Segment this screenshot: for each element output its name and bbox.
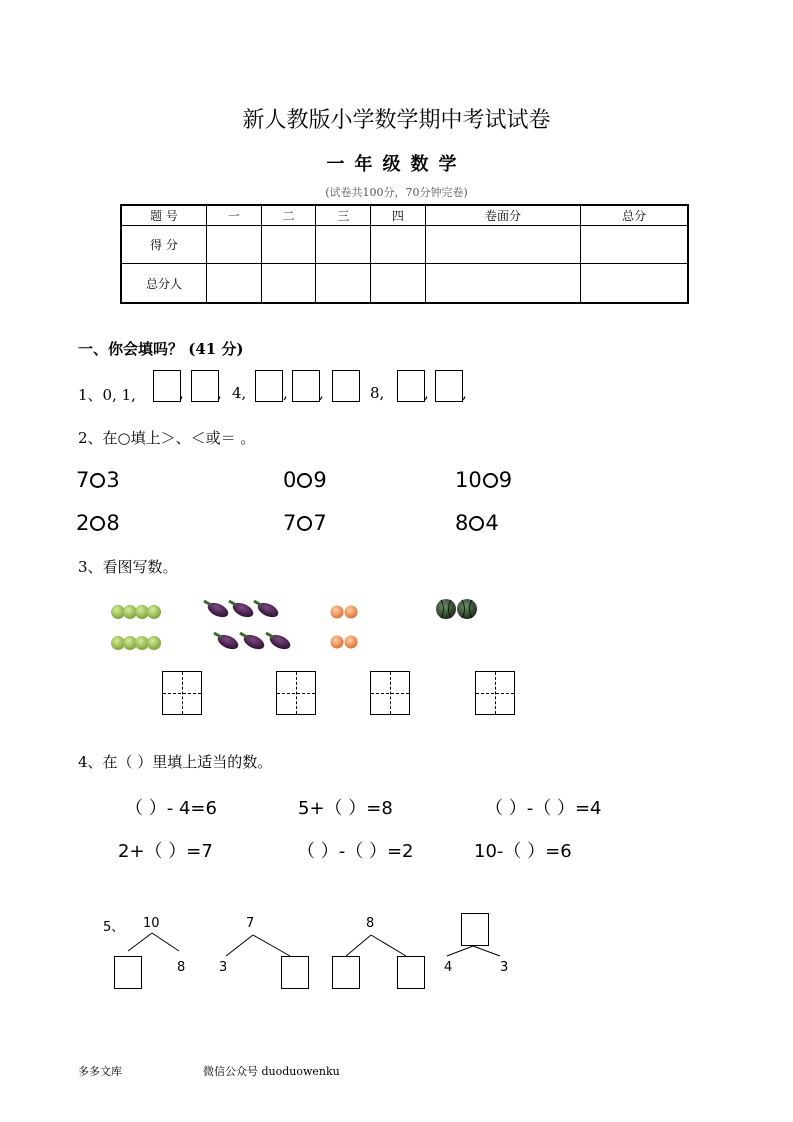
equation: 5+（ ）=8 <box>298 798 393 819</box>
answer-box[interactable] <box>461 913 489 946</box>
q1-comma: , <box>424 384 429 402</box>
score-head-1: 一 <box>207 205 262 226</box>
answer-box[interactable] <box>281 956 309 989</box>
page-title: 新人教版小学数学期中考试试卷 <box>242 108 551 133</box>
score-head-paper: 卷面分 <box>425 205 581 226</box>
score-head-total: 总分 <box>581 205 688 226</box>
q1-comma: , <box>179 384 184 402</box>
score-row-label: 得 分 <box>121 226 207 264</box>
compare-item: 7 3 <box>76 468 120 492</box>
bond-top: 10 <box>143 916 160 931</box>
q1-comma: , <box>217 384 222 402</box>
page-subtitle: 一年级数学 <box>326 154 467 175</box>
equation: （ ）- 4=6 <box>125 798 217 819</box>
q3-text: 3、看图写数。 <box>78 558 178 576</box>
answer-box[interactable] <box>114 956 142 989</box>
bond-part: 3 <box>500 960 509 975</box>
q1-comma: , <box>319 384 324 402</box>
q1-number: 4, <box>232 384 247 402</box>
footer-wechat: 微信公众号 duoduowenku <box>203 1065 340 1078</box>
q1-comma: , <box>462 384 467 402</box>
score-head-3: 三 <box>316 205 371 226</box>
q1-lead: 1、0, 1, <box>78 386 136 404</box>
bond-part: 4 <box>444 960 453 975</box>
equation: （ ）-（ ）=2 <box>297 841 414 862</box>
equation: 10-（ ）=6 <box>474 841 572 862</box>
q4-text: 4、在（ ）里填上适当的数。 <box>78 753 273 771</box>
equation: （ ）-（ ）=4 <box>485 798 602 819</box>
answer-box[interactable] <box>332 956 360 989</box>
equation: 2+（ ）=7 <box>118 841 213 862</box>
score-head-2: 二 <box>261 205 316 226</box>
q1-comma: , <box>283 384 288 402</box>
score-head-4: 四 <box>371 205 426 226</box>
compare-item: 7 7 <box>283 511 327 535</box>
section-1-title: 一、你会填吗？ (41 分) <box>78 340 244 358</box>
score-head-label: 题 号 <box>121 205 207 226</box>
compare-item: 0 9 <box>283 468 327 492</box>
bond-part: 8 <box>177 960 186 975</box>
grader-row-label: 总分人 <box>121 264 207 303</box>
q1-number: 8, <box>370 384 385 402</box>
q2-text: 2、在○填上＞、＜或＝ 。 <box>78 429 256 447</box>
compare-item: 10 9 <box>455 468 513 492</box>
bond-top: 8 <box>366 916 375 931</box>
exam-note: (试卷共100分，70分钟完卷) <box>325 186 468 199</box>
footer-brand: 多多文库 <box>78 1065 122 1078</box>
compare-item: 8 4 <box>455 511 499 535</box>
compare-item: 2 8 <box>76 511 120 535</box>
q5-label: 5、 <box>103 920 125 935</box>
answer-box[interactable] <box>397 956 425 989</box>
bond-top: 7 <box>246 916 255 931</box>
bond-part: 3 <box>219 960 228 975</box>
